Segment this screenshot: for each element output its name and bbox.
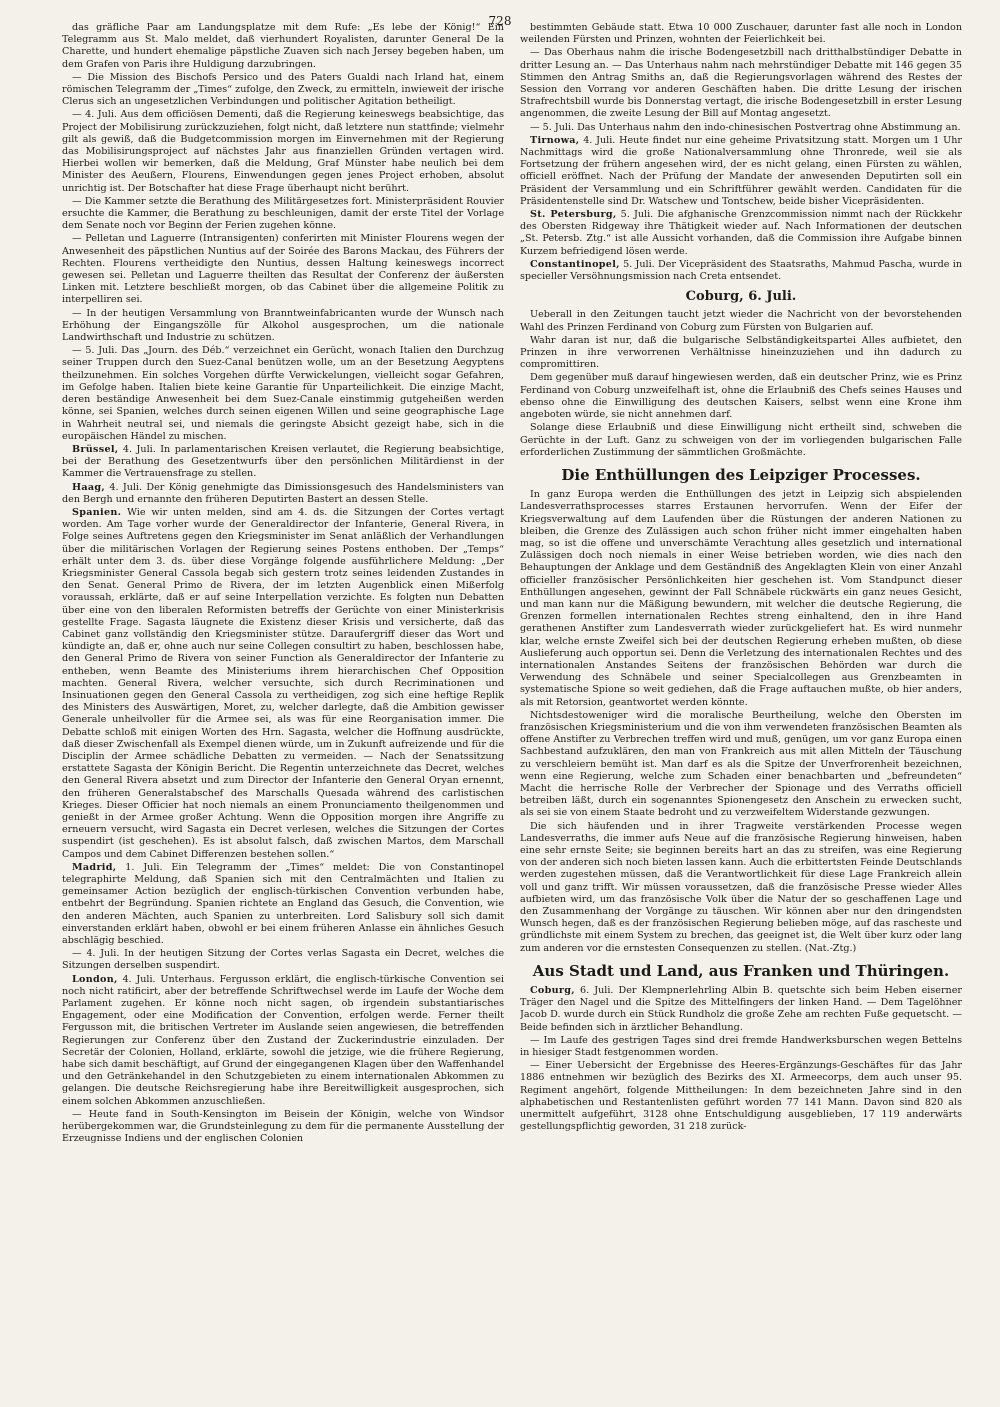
dateline: St. Petersburg, xyxy=(530,209,617,221)
paragraph xyxy=(62,482,504,506)
columns xyxy=(62,22,962,1392)
right-column xyxy=(520,22,962,1392)
article-headline: Aus Stadt und Land, aus Franken und Thüringen. xyxy=(532,961,950,980)
paragraph-text: — Pelletan und Laguerre (Intransigenten) conferirten mit Minister Flourens wegen der Anwesenheit des päpstlichen Nuntius auf der Soirée des Barons Mackau, des Führers der Rechten. Flourens vertheidigte den Nuntius, dessen Haltung keineswegs incorrect gewesen sei. Pelletan und Laguerre theilten das Resultat der Conferenz der äußersten Linken mit. Letztere beschließt morgen, ob das Cabinet über die allgemeine Politik zu interpelliren sei. xyxy=(62,233,504,306)
paragraph-text: 6. Juli. Der Klempnerlehrling Albin B. quetschte sich beim Heben eiserner Träger den Nagel und die Spitze des Mittelfingers der linken Hand. — Dem Tagelöhner Jacob D. wurde durch ein Stück Rundholz die große Zehe am rechten Fuße gequetscht. — Beide befinden sich in ärztlicher Behandlung. xyxy=(520,985,962,1033)
paragraph xyxy=(520,1060,962,1133)
dateline: Madrid, xyxy=(72,861,117,873)
dateline: Coburg, xyxy=(530,985,575,997)
paragraph xyxy=(520,209,962,258)
paragraph xyxy=(520,122,962,134)
paragraph-text: — Das Oberhaus nahm die irische Bodengesetzbill nach dritthalbstündiger Debatte in dritter Lesung an. — Das Unterhaus nahm nach mehrstündiger Debatte mit 146 gegen 35 Stimmen den Antrag Smiths an, daß die Regierungsvorlagen während des Restes der Session den Vorrang vor anderen Geschäften haben. Die dritte Lesung der irischen Strafrechtsbill wurde bis Donnerstag vertagt, die irische Bodengesetzbill in erster Lesung angenommen, die zweite Lesung der Bill auf Montag angesetzt. xyxy=(520,47,962,120)
paragraph xyxy=(520,985,962,1034)
paragraph xyxy=(520,422,962,459)
section-heading: Coburg, 6. Juli. xyxy=(685,289,797,305)
paragraph-text: In ganz Europa werden die Enthüllungen des jetzt in Leipzig sich abspielenden Landesverrathsprocesses starres Erstaunen hervorrufen. Wenn der Eifer der Kriegsverwaltung auf dem Laufenden über die Rüstungen der anderen Nationen zu bleiben, die Grenze des Zulässigen auch schon früher nicht immer eingehalten haben mag, so ist die offene und unverschämte Verachtung alles gesetzlich und international Zulässigen doch noch niemals in einer Weise betrieben worden, wie dies nach den Behauptungen der Anklage und dem Geständniß des Angeklagten Klein von einer Anzahl officieller französischer Persönlichkeiten hier geschehen ist. Vom Standpunct dieser Enthüllungen angesehen, gewinnt der Fall Schnäbele rückwärts ein ganz neues Gesicht, und man kann nur die Mäßigung bewundern, mit welcher die deutsche Regierung, die Grenzen formellen internationalen Rechtes streng einhaltend, den in ihre Hand gerathenen Anstifter zum Landesverrath wieder zurückgeliefert hat. Es wird nunmehr klar, welche ernste Zweifel sich bei der deutschen Regierung erheben mußten, ob diese Auslieferung auch opportun sei. Denn die Verletzung des internationalen Rechtes und des internationalen Anstandes Seitens der französischen Behörden war durch die Verwendung des Schnäbele und seiner Specialcollegen aus Grenzbeamten in systematische Spione so weit gediehen, daß die Frage auftauchen mußte, ob hier anders, als mit Retorsion, geantwortet werden könnte. xyxy=(520,489,962,708)
dateline: Tirnowa, xyxy=(530,134,580,146)
dateline: London, xyxy=(72,973,118,985)
paragraph-text: Wie wir unten melden, sind am 4. ds. die Sitzungen der Cortes vertagt worden. Am Tage vorher wurde der Generaldirector der Infanterie, General Rivera, in Folge seines Auftretens gegen den Kriegsminister im Senat anläßlich der Verhandlungen über die militärischen Vorlagen der Regierung seines Postens enthoben. Der „Temps“ erhält unter dem 3. ds. über diese Vorgänge folgende ausführlichere Meldung: „Der Kriegsminister General Cassola begab sich gestern trotz seines leidenden Zustandes in den Senat. General Primo de Rivera, der im letzten Augenblick einen Mißerfolg voraussah, erklärte, daß er auf seine Interpellation verzichte. Es folgten nun Debatten über eine von den liberalen Reformisten betreffs der Gerüchte von einer Ministerkrisis gestellte Frage. Sagasta läugnete die Existenz dieser Krisis und versicherte, daß das Cabinet ganz vollständig den Kriegsminister stütze. Daraufergriff dieser das Wort und kündigte an, daß er, ohne auch nur seine Collegen consultirt zu haben, beschlossen habe, den General Primo de Rivera von seiner Function als Generaldirector der Infanterie zu entheben, wenn Beamte des Ministeriums ihrem hierarchischen Chef Opposition machten. General Rivera, welcher versuchte, sich durch Recriminationen und Insinuationen gegen den General Cassola zu vertheidigen, zog sich eine heftige Replik des Ministers des Auswärtigen, Moret, zu, welcher darlegte, daß die Ambition gewisser Generale unheilvoller für die Armee sei, als was für eine Reorganisation immer. Die Debatte schloß mit einigen Worten des Hrn. Sagasta, welcher die Hoffnung ausdrückte, daß dieser Zwischenfall als Exempel dienen würde, um in Zukunft aufreizende und für die Disciplin der Armee schädliche Debatten zu vermeiden. — Nach der Senatssitzung erstattete Sagasta der Königin Bericht. Die Regentin unterzeichnete das Decret, welches den General Rivera absetzt und zum Director der Infanterie den General Oryan ernennt, den früheren Generalstabschef des Marschalls Quesada während des carlistischen Krieges. Dieser Officier hat noch niemals an einem Pronunciamento theilgenommen und genießt in der Armee großer Achtung. Wenn die Opposition morgen ihre Angriffe zu erneuern versucht, wird Sagasta ein Decret verlesen, welches die Sitzungen der Cortes suspendirt (ist geschehen). Es ist absolut falsch, daß zwischen Martos, dem Marschall Campos und dem Cabinet Differenzen bestehen sollen.“ xyxy=(62,506,504,860)
page-number: 728 xyxy=(488,14,512,28)
paragraph-text: bestimmten Gebäude statt. Etwa 10 000 Zuschauer, darunter fast alle noch in London weilenden Fürsten und Prinzen, wohnten der Feierlichkeit bei. xyxy=(520,22,962,46)
paragraph xyxy=(520,1035,962,1059)
paragraph-text: Solange diese Erlaubniß und diese Einwilligung nicht ertheilt sind, schweben die Gerüchte in der Luft. Ganz zu schweigen von der im vorliegenden bulgarischen Falle erforderlichen Zustimmung der sämmtlichen Großmächte. xyxy=(520,422,962,458)
paragraph xyxy=(62,196,504,233)
paragraph-text: — 5. Juli. Das „Journ. des Déb.“ verzeichnet ein Gerücht, wonach Italien den Durchzug seiner Truppen durch den Suez-Canal benützen wolle, um an der Besetzung Aegyptens theilzunehmen. Ein solches Vorgehen dürfte Verwickelungen, vielleicht sogar Gefahren, im Gefolge haben. Italien biete keine Garantie für Unparteilichkeit. Die einzige Macht, deren beständige Anwesenheit bei dem Suez-Canale einstimmig gutgeheißen werden könne, sei Spanien, welches durch seinen eigenen Willen und seine geographische Lage in Wahrheit neutral sei, und niemals die geringste Absicht gezeigt habe, sich in die europäischen Händel zu mischen. xyxy=(62,345,504,442)
paragraph xyxy=(62,233,504,306)
paragraph xyxy=(62,1109,504,1146)
paragraph-text: — Heute fand in South-Kensington im Beisein der Königin, welche von Windsor herübergekommen war, die Grundsteinlegung zu dem für die permanente Ausstellung der Erzeugnisse Indiens und der englischen Colonien xyxy=(62,1108,504,1145)
paragraph xyxy=(62,444,504,481)
paragraph-text: Die sich häufenden und in ihrer Tragweite verstärkenden Processe wegen Landesverraths, die immer aufs Neue auf die französische Regierung hinweisen, haben eine sehr ernste Seite; sie beginnen bereits hart an das zu streifen, was eine Regierung von der anderen sich noch bieten lassen kann. Auch die erbittertsten Feinde Deutschlands werden zugestehen müssen, daß die Verantwortlichkeit für diese Lage Frankreich allein voll und ganz trifft. Wir müssen voraussetzen, daß die französische Presse wieder Alles aufbieten wird, um das französische Volk über die Natur der so geschaffenen Lage und den Zusammenhang der Vorgänge zu täuschen. Wir können aber nur den dringendsten Wunsch hegen, daß es der französischen Regierung belieben möge, auf das rascheste und gründlichste mit einem System zu brechen, das geeignet ist, die Welt über kurz oder lang zum anderen vor die ernstesten Consequenzen zu stellen. (Nat.-Ztg.) xyxy=(520,820,962,954)
paragraph xyxy=(520,259,962,283)
paragraph-text: 4. Juli. In parlamentarischen Kreisen verlautet, die Regierung beabsichtige, bei der Berathung des Gesetzentwurfs über den persönlichen Militärdienst in der Kammer die Vertrauensfrage zu stellen. xyxy=(62,443,504,480)
paragraph-text: — Die Kammer setzte die Berathung des Militärgesetzes fort. Ministerpräsident Rouvier ersuchte die Kammer, die Berathung zu beschleunigen, damit der erste Titel der Vorlage dem Senate noch vor Beginn der Ferien zugehen könne. xyxy=(62,195,504,232)
dateline: Constantinopel, xyxy=(530,258,620,270)
paragraph xyxy=(62,345,504,443)
paragraph-text: Ueberall in den Zeitungen taucht jetzt wieder die Nachricht von der bevorstehenden Wahl des Prinzen Ferdinand von Coburg zum Fürsten von Bulgarien auf. xyxy=(520,309,962,333)
paragraph-text: 1. Juli. Ein Telegramm der „Times“ meldet: Die von Constantinopel telegraphirte Meldung, daß Spanien sich mit den Centralmächten und Italien zu gemeinsamer Action bezüglich der englisch-türkischen Convention verbunden habe, entbehrt der Begründung. Spanien richtete an England das Gesuch, die Convention, wie den anderen Mächten, auch Spanien zu unterbreiten. Lord Salisbury soll sich damit einverstanden erklärt haben, obwohl er bei einem früheren Anlasse ein ähnliches Gesuch abschlägig beschied. xyxy=(62,861,504,947)
paragraph xyxy=(62,72,504,109)
paragraph-text: Wahr daran ist nur, daß die bulgarische Selbständigkeitspartei Alles aufbietet, den Prinzen in ihre verworrenen Verhältnisse hineinzuziehen und ihn dadurch zu compromittiren. xyxy=(520,334,962,371)
paragraph xyxy=(520,135,962,208)
paragraph xyxy=(62,22,504,71)
paragraph xyxy=(520,489,962,709)
paragraph-text: — Im Laufe des gestrigen Tages sind drei fremde Handwerksburschen wegen Bettelns in hiesiger Stadt festgenommen worden. xyxy=(520,1034,962,1059)
paragraph-text: — 5. Juli. Das Unterhaus nahm den indo-chinesischen Postvertrag ohne Abstimmung an. xyxy=(530,121,961,133)
paragraph-text: das gräfliche Paar am Landungsplatze mit dem Rufe: „Es lebe der König!“ Ein Telegramm aus St. Malo meldet, daß vierhundert Royalisten, darunter General De la Charette, und hundert ehemalige päpstliche Zuaven sich nach Jersey begeben haben, um dem Grafen von Paris ihre Huldigung darzubringen. xyxy=(62,22,504,70)
dateline: Brüssel, xyxy=(72,443,119,455)
paragraph xyxy=(62,948,504,972)
paragraph-text: 5. Juli. Der Vicepräsident des Staatsraths, Mahmud Pascha, wurde in specieller Versöhnungsmission nach Creta entsendet. xyxy=(520,258,962,283)
paragraph xyxy=(520,821,962,955)
paragraph-text: — In der heutigen Versammlung von Branntweinfabricanten wurde der Wunsch nach Erhöhung der Eingangszölle für Alkohol ausgesprochen, um die nationale Landwirthschaft und Industrie zu schützen. xyxy=(62,307,504,344)
paragraph xyxy=(520,372,962,421)
paragraph-text: 4. Juli. Unterhaus. Fergusson erklärt, die englisch-türkische Convention sei noch nicht ratificirt, aber der betreffende Schriftwechsel werde im Laufe der Woche dem Parlament zugehen. Er könne noch nicht sagen, ob irgendein substantiarisches Engagement, oder eine Modification der Convention, erfolgen werde. Ferner theilt Fergusson mit, die britischen Vertreter im Auslande seien angewiesen, die betreffenden Regierungen zur Conferenz über den Zustand der Zuckerindustrie einzuladen. Der Secretär der Colonien, Holland, erklärte, sowohl die jetzige, wie die frühere Regierung, habe sich damit beschäftigt, auf Grund der eingegangenen Klagen über den Waffenhandel und den Getränkehandel in den Schutzgebieten zu einem internationalen Abkommen zu gelangen. Die deutsche Reichsregierung habe ihre Bereitwilligkeit ausgesprochen, sich einem solchen Abkommen anzuschließen. xyxy=(62,973,504,1107)
article-headline: Die Enthüllungen des Leipziger Processes. xyxy=(561,465,921,484)
paragraph xyxy=(62,974,504,1108)
paragraph xyxy=(520,47,962,120)
dateline: Spanien. xyxy=(72,506,122,518)
paragraph-text: 4. Juli. Der König genehmigte das Dimissionsgesuch des Handelsministers van den Bergh und ernannte den früheren Deputirten Bastert an dessen Stelle. xyxy=(62,481,504,505)
paragraph xyxy=(520,335,962,372)
paragraph-text: — Einer Uebersicht der Ergebnisse des Heeres-Ergänzungs-Geschäftes für das Jahr 1886 entnehmen wir bezüglich des Bezirks des XI. Armeecorps, dem auch unser 95. Regiment angehört, folgende Mittheilungen: In dem bezeichneten Jahre sind in den alphabetischen und Restantenlisten geführt worden 77 141 Mann. Davon sind 820 als unermittelt aufgeführt, 3128 ohne Entschuldigung ausgeblieben, 17 119 anderwärts gestellungspflichtig geworden, 31 218 zurück- xyxy=(520,1060,962,1133)
paragraph-text: 4. Juli. Heute findet nur eine geheime Privatsitzung statt. Morgen um 1 Uhr Nachmittags wird die große Nationalversammlung ohne Thronrede, weil sie als Fortsetzung der frühern angesehen wird, der es nicht gelang, einen Fürsten zu wählen, officiell eröffnet. Nach der Prüfung der Mandate der anwesenden Deputirten soll ein Präsident der Versammlung und ein Schriftführer gewählt werden. Candidaten für die Präsidentenstelle sind Dr. Watschew und Tontschew, beide bisher Vicepräsidenten. xyxy=(520,134,962,207)
paragraph xyxy=(62,109,504,194)
paragraph xyxy=(62,507,504,861)
paragraph xyxy=(62,862,504,947)
paragraph xyxy=(520,309,962,333)
left-column xyxy=(62,22,504,1392)
paragraph-text: — 4. Juli. In der heutigen Sitzung der Cortes verlas Sagasta ein Decret, welches die Sitzungen derselben suspendirt. xyxy=(62,948,504,972)
paragraph xyxy=(62,308,504,345)
paragraph-text: Nichtsdestoweniger wird die moralische Beurtheilung, welche den Obersten im französischen Kriegsministerium und die von ihm verwendeten französischen Beamten als offene Anstifter zu Verbrechen treffen wird und muß, genügen, um vor ganz Europa einen Sachbestand aufzuklären, den man von Frankreich aus mit allen Mitteln der Täuschung zu verschleiern bemüht ist. Man darf es als die Spitze der Unverfrorenheit bezeichnen, wenn eine Regierung, welche zum Schaden einer benachbarten und „befreundeten“ Macht die herrische Rolle der Verbrecher der Spionage und des Verraths officiell betreiben läßt, durch ein sogenanntes Spionengesetz den Anschein zu erwecken sucht, als sei sie von einem Staate bedroht und zu verzweifeltem Widerstande gezwungen. xyxy=(520,709,962,819)
paragraph xyxy=(520,710,962,820)
paragraph-text: — 4. Juli. Aus dem officiösen Dementi, daß die Regierung keineswegs beabsichtige, das Project der Mobilisirung zurückzuziehen, folgt nicht, daß letztere nun stattfinde; vielmehr gilt als gewiß, daß die Budgetcommission morgen im Einvernehmen mit der Regierung das Mobilisirungsproject auf nächstes Jahr aus finanziellen Gründen vertagen wird. Hierbei wollen wir bemerken, daß die Meldung, Graf Münster habe neulich bei dem Minister des Aeußern, Flourens, Einwendungen gegen jenes Project erhoben, absolut unrichtig ist. Der Botschafter hat diese Frage überhaupt nicht berührt. xyxy=(62,109,504,194)
paragraph-text: 5. Juli. Die afghanische Grenzcommission nimmt nach der Rückkehr des Obersten Ridgeway ihre Thätigkeit wieder auf. Nach Informationen der deutschen „St. Petersb. Ztg.“ ist alle Aussicht vorhanden, daß die Commission ihre Aufgabe binnen Kurzem befriedigend lösen werde. xyxy=(520,209,962,257)
paragraph-text: — Die Mission des Bischofs Persico und des Paters Gualdi nach Irland hat, einem römischen Telegramm der „Times“ zufolge, den Zweck, zu ermitteln, inwieweit der irische Clerus sich an ungesetzlichen Verbindungen und politischer Agitation betheiligt. xyxy=(62,71,504,108)
paragraph-text: Dem gegenüber muß darauf hingewiesen werden, daß ein deutscher Prinz, wie es Prinz Ferdinand von Coburg unzweifelhaft ist, ohne die Erlaubniß des Chefs seines Hauses und ebenso ohne die Einwilligung des deutschen Kaisers, selbst wenn eine Krone ihm angeboten würde, sie nicht annehmen darf. xyxy=(520,372,962,421)
dateline: Haag, xyxy=(72,481,106,493)
